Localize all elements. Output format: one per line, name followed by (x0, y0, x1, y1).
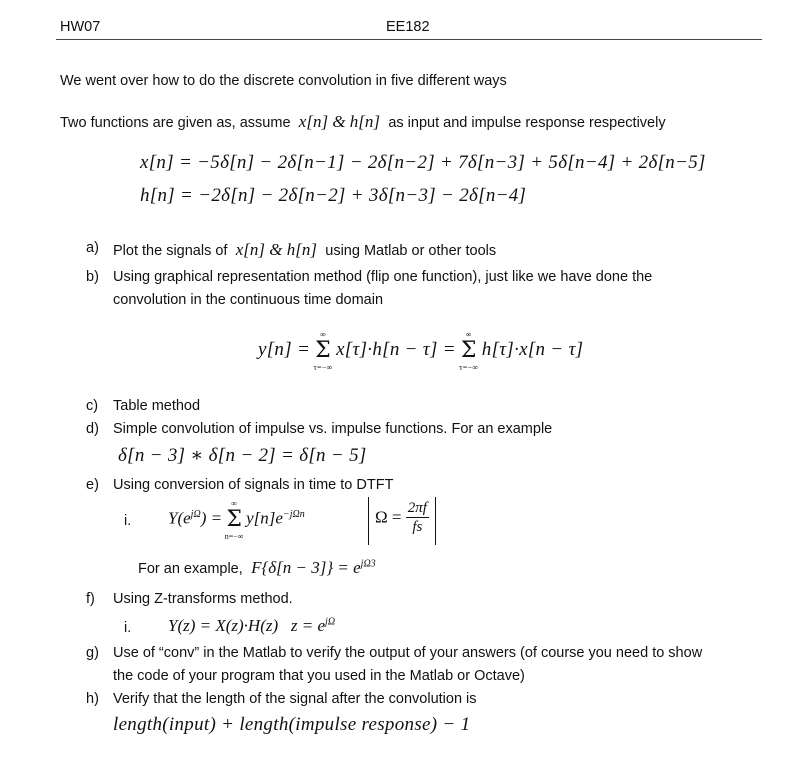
item-a-suffix: using Matlab or other tools (325, 243, 497, 259)
intro-line-2 (60, 112, 666, 132)
item-h-label: h) (86, 691, 99, 707)
length-formula: length(input) + length(impulse response) − 1 (113, 714, 471, 735)
item-e-i-label: i. (124, 513, 132, 529)
dtft-equation: $Y(e^{j\Omega})$ = ∞ Σ n=−∞ $y[n]e^{-j\Omega n}$ (168, 499, 305, 541)
item-e-example (138, 558, 376, 578)
item-f-i-label: i. (124, 620, 132, 636)
item-d-text: Simple convolution of impulse vs. impulse functions. For an example (113, 421, 553, 437)
intro-line-2-suffix: as input and impulse response respectively (388, 115, 666, 131)
header-divider (56, 39, 762, 40)
omega-definition: Ω = $\frac{2\pi f}{fs}$ (368, 497, 436, 545)
item-d-label: d) (86, 421, 99, 437)
h-definition-equation: h[n] = −2δ[n] − 2δ[n−2] + 3δ[n−3] − 2δ[n−4] (140, 185, 527, 206)
impulse-convolution-example: δ[n − 3] ∗ δ[n − 2] = δ[n − 5] (118, 445, 367, 466)
item-g-label: g) (86, 645, 99, 661)
item-e-label: e) (86, 477, 99, 493)
item-h-text: Verify that the length of the signal after the convolution is (113, 691, 477, 707)
item-g-line-1: Use of “conv” in the Matlab to verify the output of your answers (of course you need to show (113, 645, 703, 661)
header-course-code: EE182 (386, 19, 430, 35)
item-b-line-2: convolution in the continuous time domain (113, 292, 384, 308)
convolution-sum-equation: y[n] = ∞ Σ τ=−∞ x[τ]·h[n − τ] = ∞ Σ τ=−∞ h[τ]·x[n − τ] (258, 330, 584, 372)
item-a-prefix: Plot the signals of (113, 243, 228, 259)
item-e-text: Using conversion of signals in time to DTFT (113, 477, 394, 493)
item-a-math: x[n] & h[n] (231, 240, 322, 259)
item-e-example-text: For an example, (138, 561, 243, 577)
item-a-label: a) (86, 240, 99, 256)
item-f-text: Using Z-transforms method. (113, 591, 293, 607)
item-a-text (113, 240, 496, 260)
item-g-line-2: the code of your program that you used in the Matlab or Octave) (113, 668, 525, 684)
item-f-label: f) (86, 591, 95, 607)
item-c-text: Table method (113, 398, 201, 414)
intro-line-2-prefix: Two functions are given as, assume (60, 115, 291, 131)
item-b-line-1: Using graphical representation method (flip one function), just like we have done the (113, 269, 653, 285)
dtft-example-math: $F\{\delta[n - 3]\} = e^{j\Omega 3}$ (246, 558, 376, 577)
item-b-label: b) (86, 269, 99, 285)
x-definition-equation: x[n] = −5δ[n] − 2δ[n−1] − 2δ[n−2] + 7δ[n−3] + 5δ[n−4] + 2δ[n−5] (140, 152, 706, 173)
intro-line-1: We went over how to do the discrete convolution in five different ways (60, 73, 507, 89)
item-c-label: c) (86, 398, 99, 414)
z-transform-equation: Y(z) = X(z)·H(z) $z = e^{j\Omega}$ (168, 616, 336, 635)
intro-x-h-math: x[n] & h[n] (294, 112, 385, 131)
header-hw-number: HW07 (60, 19, 101, 35)
